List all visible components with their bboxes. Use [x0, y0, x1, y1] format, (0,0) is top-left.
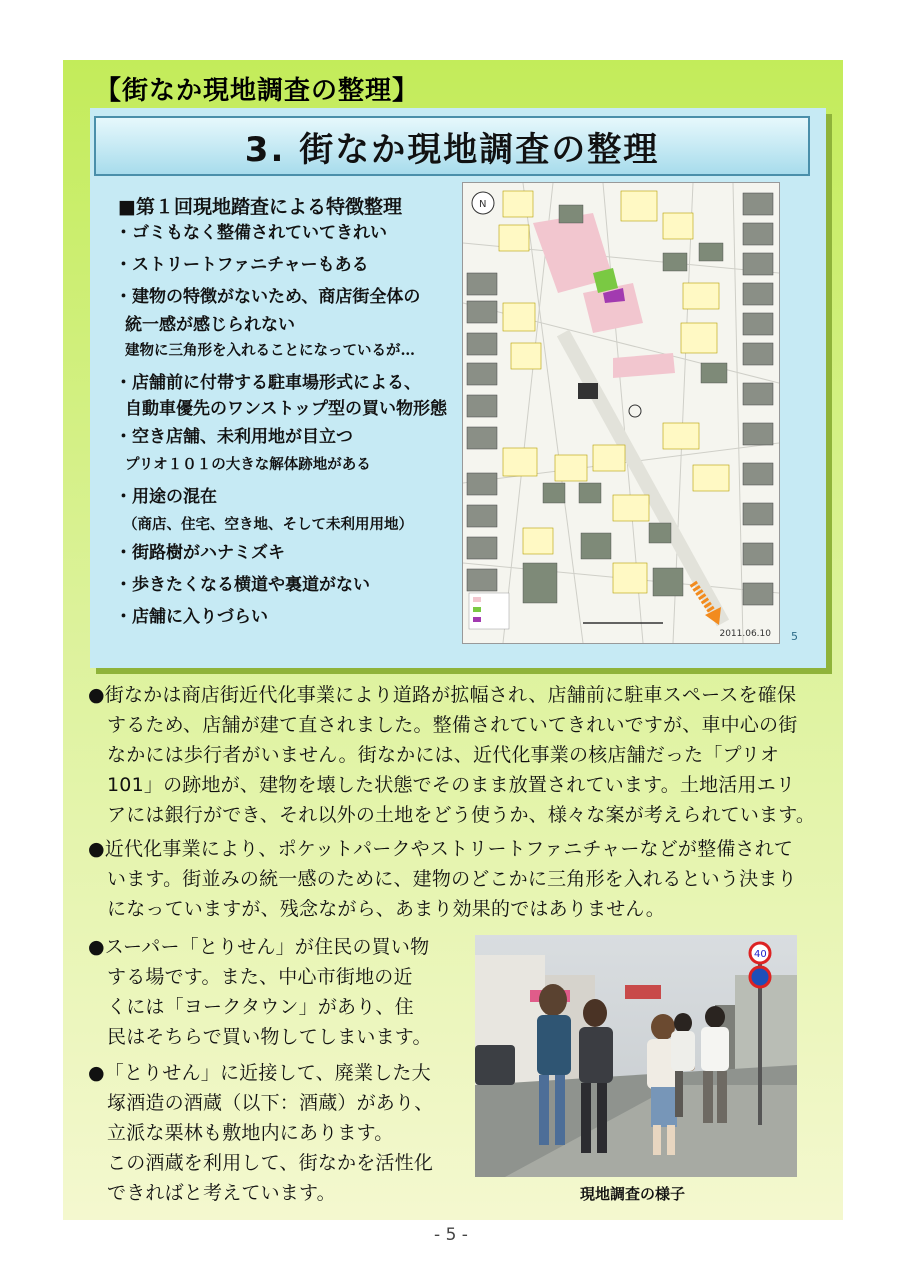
paragraph-line: する場です。また、中心市街地の近: [107, 966, 413, 988]
survey-photo-drawing: [475, 935, 797, 1177]
bullet-item: ・建物の特徴がないため、商店街全体の: [115, 287, 421, 307]
paragraph-line: 立派な栗林も敷地内にあります。: [107, 1122, 394, 1144]
slide-number: 5: [791, 630, 798, 643]
paragraph-line: 民はそちらで買い物してしまいます。: [107, 1026, 432, 1048]
paragraph-line: するため、店舗が建て直されました。整備されていてきれいですが、車中心の街: [107, 714, 798, 736]
svg-text:N: N: [479, 199, 487, 210]
bullet-item: 統一感が感じられない: [125, 315, 295, 335]
bullet-sub-item: プリオ１０１の大きな解体跡地がある: [125, 456, 371, 473]
bullet-item: ・街路樹がハナミズキ: [115, 543, 285, 563]
paragraph-line: ●街なかは商店街近代化事業により道路が拡幅され、店舗前に駐車スペースを確保: [88, 684, 797, 706]
bullet-item: ・ゴミもなく整備されていてきれい: [115, 223, 387, 243]
photo-caption: 現地調査の様子: [580, 1185, 686, 1203]
bullet-item: ・歩きたくなる横道や裏道がない: [115, 575, 370, 595]
section-header: 【街なか現地調査の整理】: [95, 76, 420, 106]
slide-subtitle: ■第１回現地踏査による特徴整理: [118, 196, 402, 218]
paragraph-modernization: [88, 834, 828, 924]
paragraph-line: アには銀行ができ、それ以外の土地をどう使うか、様々な案が考えられています。: [107, 804, 816, 826]
bullet-sub-item: 建物に三角形を入れることになっているが…: [125, 342, 415, 359]
paragraph-line: くには「ヨークタウン」があり、住: [107, 996, 414, 1018]
slide-title: 3. 街なか現地調査の整理: [244, 129, 660, 170]
speed-sign-text: 40: [754, 949, 767, 960]
paragraph-streets: [88, 680, 828, 830]
paragraph-line: ●スーパー「とりせん」が住民の買い物: [88, 936, 430, 958]
paragraph-line: できればと考えています。: [107, 1182, 336, 1204]
paragraph-line: 101」の跡地が、建物を壊した状態でそのまま放置されています。土地活用エリ: [107, 774, 796, 796]
paragraph-line: になっていますが、残念ながら、あまり効果的ではありません。: [107, 898, 665, 920]
bullet-item: ・店舗前に付帯する駐車場形式による、: [115, 373, 421, 393]
survey-photo: [475, 935, 797, 1177]
survey-map: [462, 182, 780, 644]
page-number: - 5 -: [434, 1225, 468, 1245]
paragraph-line: なかには歩行者がいません。街なかには、近代化事業の核店舗だった「プリオ: [107, 744, 780, 766]
slide-image: [90, 108, 826, 668]
paragraph-brewery: [88, 1058, 458, 1208]
slide-title-bar: [94, 116, 810, 176]
paragraph-line: ●「とりせん」に近接して、廃業した大: [88, 1062, 431, 1084]
bullet-item: ・用途の混在: [115, 487, 217, 507]
paragraph-line: この酒蔵を利用して、街なかを活性化: [107, 1152, 434, 1174]
paragraph-supermarket: [88, 932, 458, 1052]
bullet-item: ・店舗に入りづらい: [115, 607, 268, 627]
map-drawing: [463, 183, 779, 643]
paragraph-line: ●近代化事業により、ポケットパークやストリートファニチャーなどが整備されて: [88, 838, 794, 860]
bullet-item: 自動車優先のワンストップ型の買い物形態: [125, 399, 447, 419]
map-date: 2011.06.10: [719, 629, 771, 639]
paragraph-line: います。街並みの統一感のために、建物のどこかに三角形を入れるという決まり: [107, 868, 797, 890]
bullet-sub-item: （商店、住宅、空き地、そして未利用用地）: [123, 516, 413, 533]
bullet-item: ・空き店舗、未利用地が目立つ: [115, 427, 353, 447]
bullet-item: ・ストリートファニチャーもある: [115, 255, 369, 275]
paragraph-line: 塚酒造の酒蔵（以下：酒蔵）があり、: [107, 1092, 434, 1114]
